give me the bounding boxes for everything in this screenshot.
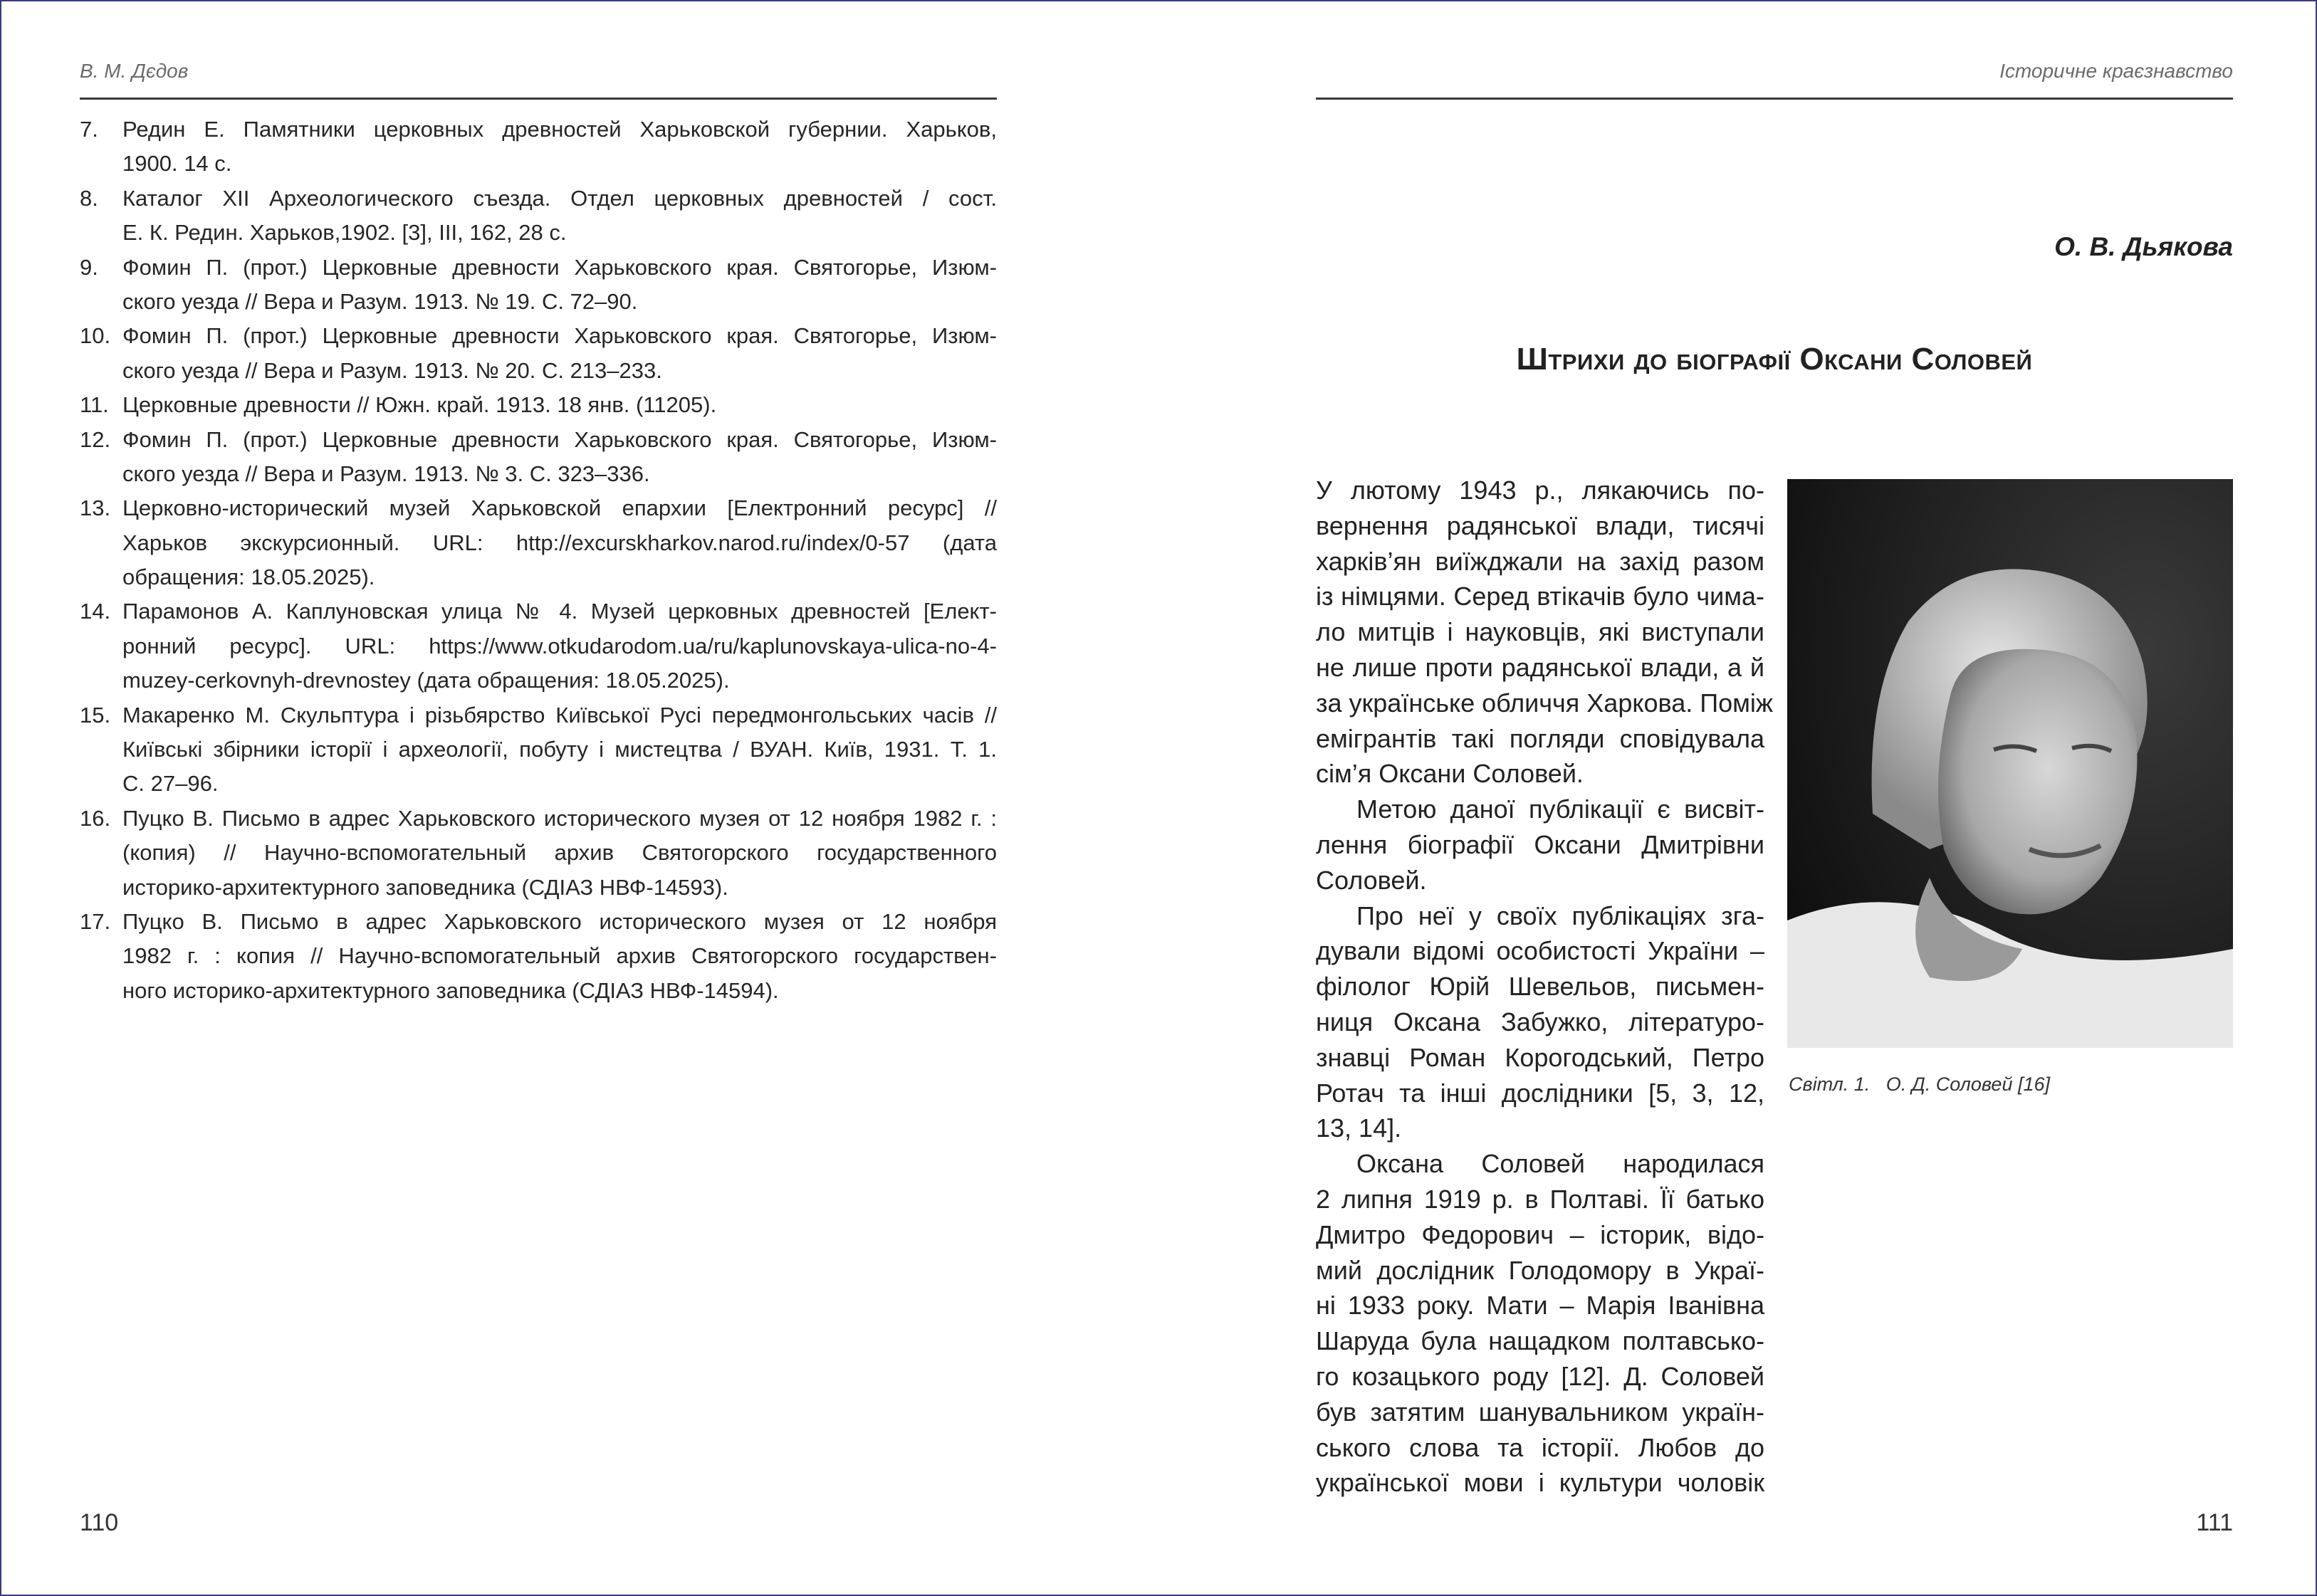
body-line: не лише проти радянської влади, а й: [1316, 652, 1764, 682]
reference-list: [80, 112, 997, 1008]
reference-line: [80, 112, 997, 147]
left-page-number: 110: [80, 1509, 119, 1536]
reference-line: [80, 147, 997, 181]
reference-text: Е. К. Редин. Харьков,1902. [3], III, 162, 28 с.: [122, 220, 567, 246]
reference-line: [80, 285, 997, 319]
reference-line: [80, 354, 997, 388]
portrait-image: [1787, 479, 2233, 1048]
reference-text: Київські збірники історії і археології, побуту і мистецтва / ВУАН. Київ, 1931. Т. 1.: [122, 737, 997, 762]
reference-text: Фомин П. (прот.) Церковные древности Харьковского края. Святогорье, Изюм-: [122, 426, 997, 452]
reference-text: Фомин П. (прот.) Церковные древности Харьковского края. Святогорье, Изюм-: [122, 254, 997, 280]
reference-line: [80, 629, 997, 663]
reference-text: Каталог XII Археологического съезда. Отдел церковных древностей / сост.: [122, 185, 997, 211]
reference-number: 7.: [80, 117, 98, 142]
right-page-number: 111: [2196, 1509, 2233, 1536]
body-line: Метою даної публікації є висвіт-: [1356, 794, 1764, 824]
reference-line: [80, 457, 997, 491]
reference-text: Церковно-исторический музей Харьковской епархии [Електронний ресурс] //: [122, 495, 997, 521]
reference-line: [80, 733, 997, 767]
body-line: філолог Юрій Шевельов, письмен-: [1316, 972, 1764, 1002]
reference-text: ского уезда // Вера и Разум. 1913. № 3. С. 323–336.: [122, 461, 650, 486]
body-paragraph: [1316, 792, 1764, 898]
reference-item: [80, 698, 997, 802]
body-line: 13, 14].: [1316, 1113, 1402, 1143]
reference-line: [80, 767, 997, 801]
reference-line: [80, 251, 997, 285]
reference-text: ского уезда // Вера и Разум. 1913. № 20. С. 213–233.: [122, 357, 662, 383]
reference-item: [80, 112, 997, 182]
reference-line: [80, 319, 997, 353]
body-line: У лютому 1943 р., лякаючись по-: [1316, 476, 1764, 505]
body-line: Соловей.: [1316, 865, 1427, 895]
reference-text: Макаренко М. Скульптура і різьбярство Київської Русі передмонгольських часів //: [122, 702, 997, 728]
body-line: ського слова та історії. Любов до: [1316, 1432, 1764, 1462]
left-header-rule: [80, 98, 997, 100]
body-line: го козацького роду [12]. Д. Соловей: [1316, 1361, 1764, 1391]
reference-line: [80, 836, 997, 870]
right-header-rule: [1316, 98, 2233, 100]
portrait-photo: [1787, 479, 2233, 1048]
article-author: О. В. Дьякова: [2054, 232, 2233, 261]
reference-line: [80, 491, 997, 525]
reference-item: [80, 251, 997, 320]
reference-line: [80, 594, 997, 629]
left-running-head: В. М. Дєдов: [80, 60, 189, 82]
body-line: української мови і культури чоловік: [1316, 1468, 1764, 1498]
reference-line: [80, 905, 997, 939]
reference-item: [80, 802, 997, 905]
reference-text: обращения: 18.05.2025).: [122, 565, 375, 590]
body-paragraph: [1316, 473, 1773, 792]
body-paragraph: [1316, 898, 1764, 1147]
right-running-head: Історичне краєзнавство: [1999, 60, 2233, 82]
reference-text: ского уезда // Вера и Разум. 1913. № 19. С. 72–90.: [122, 288, 638, 314]
reference-line: [80, 663, 997, 698]
reference-number: 13.: [80, 495, 111, 521]
reference-line: [80, 216, 997, 250]
reference-line: [80, 526, 997, 560]
body-line: харків’ян виїжджали на захід разом: [1316, 546, 1764, 576]
body-line: Оксана Соловей народилася: [1356, 1149, 1764, 1179]
body-line: Шаруда була нащадком полтавсько-: [1316, 1326, 1764, 1356]
reference-number: 8.: [80, 185, 98, 211]
reference-item: [80, 423, 997, 492]
reference-line: [80, 871, 997, 905]
reference-text: историко-архитектурного заповедника (СДІАЗ НВФ-14593).: [122, 874, 728, 900]
reference-number: 11.: [80, 392, 109, 418]
reference-text: Харьков экскурсионный. URL: http://excurskharkov.narod.ru/index/0-57 (дата: [122, 530, 997, 555]
reference-item: [80, 905, 997, 1008]
reference-line: [80, 560, 997, 594]
reference-item: [80, 182, 997, 251]
article-title: Штрихи до біографії Оксани Соловей: [1516, 342, 2033, 377]
body-line: сім’я Оксани Соловей.: [1316, 759, 1584, 789]
reference-text: Церковные древности // Южн. край. 1913. 18 янв. (11205).: [122, 392, 717, 418]
reference-text: ронний ресурс]. URL: https://www.otkudarodom.ua/ru/kaplunovskaya-ulica-no-4-: [122, 633, 997, 658]
body-line: ниця Оксана Забужко, літературо-: [1316, 1007, 1764, 1036]
reference-line: [80, 423, 997, 457]
reference-item: [80, 388, 997, 422]
reference-line: [80, 939, 997, 973]
body-line: лення біографії Оксани Дмитрівни: [1316, 829, 1764, 859]
reference-text: 1900. 14 с.: [122, 151, 232, 177]
reference-text: (копия) // Научно-вспомогательный архив Святогорского государственного: [122, 840, 997, 866]
reference-number: 12.: [80, 426, 111, 452]
body-line: із німцями. Серед втікачів було чима-: [1316, 582, 1764, 611]
body-line: ло митців і науковців, які виступали: [1316, 617, 1764, 647]
reference-text: Редин Е. Памятники церковных древностей Харьковской губернии. Харьков,: [122, 117, 997, 142]
body-line: вернення радянської влади, тисячі: [1316, 510, 1764, 540]
body-line: емігрантів такі погляди сповідувала: [1316, 723, 1764, 753]
body-line: Дмитро Федорович – історик, відо-: [1316, 1219, 1764, 1249]
reference-text: Пуцко В. Письмо в адрес Харьковского исторического музея от 12 ноября: [122, 908, 997, 934]
reference-item: [80, 319, 997, 388]
reference-text: 1982 г. : копия // Научно-вспомогательный архив Святогорского государствен-: [122, 943, 997, 969]
body-line: дували відомі особистості України –: [1316, 936, 1764, 966]
reference-number: 9.: [80, 254, 98, 280]
reference-number: 17.: [80, 908, 111, 934]
body-line: був затятим шанувальником україн-: [1316, 1397, 1764, 1427]
body-line: за українське обличчя Харкова. Поміж: [1316, 688, 1773, 718]
reference-line: [80, 698, 997, 733]
reference-line: [80, 182, 997, 216]
body-line: Про неї у своїх публікаціях зга-: [1356, 901, 1764, 930]
body-line: мий дослідник Голодомору в Украї-: [1316, 1255, 1764, 1285]
article-body: [1316, 473, 1773, 1501]
reference-text: Парамонов А. Каплуновская улица № 4. Музей церковных древностей [Елект-: [122, 599, 997, 624]
reference-number: 10.: [80, 323, 111, 349]
reference-text: ного историко-архитектурного заповедника (СДІАЗ НВФ-14594).: [122, 977, 779, 1003]
body-line: 2 липня 1919 р. в Полтаві. Її батько: [1316, 1184, 1764, 1214]
reference-line: [80, 802, 997, 836]
body-line: ні 1933 року. Мати – Марія Іванівна: [1316, 1291, 1764, 1321]
reference-number: 15.: [80, 702, 111, 728]
reference-text: muzey-cerkovnyh-drevnostey (дата обращения: 18.05.2025).: [122, 668, 730, 693]
reference-line: [80, 974, 997, 1008]
reference-text: Пуцко В. Письмо в адрес Харьковского исторического музея от 12 ноября 1982 г. :: [122, 805, 997, 831]
body-line: Ротач та інші дослідники [5, 3, 12,: [1316, 1078, 1764, 1108]
figure-caption: Світл. 1. О. Д. Соловей [16]: [1789, 1073, 2050, 1095]
reference-number: 16.: [80, 805, 111, 831]
reference-item: [80, 594, 997, 698]
reference-number: 14.: [80, 599, 111, 624]
reference-text: С. 27–96.: [122, 771, 219, 797]
body-paragraph: [1316, 1146, 1764, 1501]
reference-item: [80, 491, 997, 594]
reference-line: [80, 388, 997, 422]
reference-text: Фомин П. (прот.) Церковные древности Харьковского края. Святогорье, Изюм-: [122, 323, 997, 349]
body-line: знавці Роман Корогодський, Петро: [1316, 1042, 1764, 1072]
